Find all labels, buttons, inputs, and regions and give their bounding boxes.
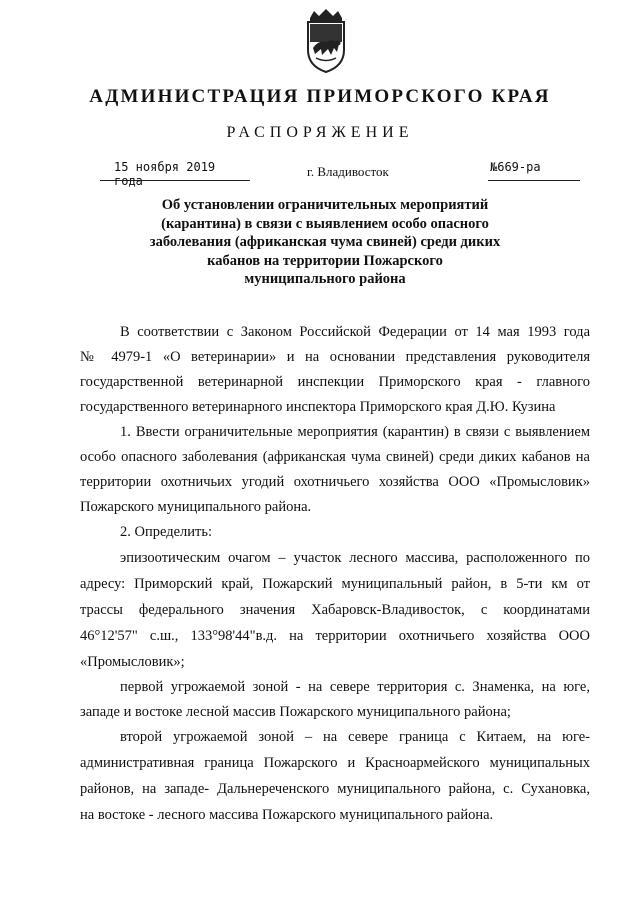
document-number: №669-ра [490,160,541,174]
body-line: 1. Ввести ограничительные мероприятия (карантин) в связи с выявлением [120,424,590,440]
body-line: на востоке - лесного массива Пожарского муниципального района. [80,807,494,823]
document-date: 15 ноября 2019 года [114,160,216,188]
title-line: Об установлении ограничительных мероприятий [161,197,489,213]
body-line: территории охотничьих угодий охотничьего хозяйства ООО «Промысловик» [80,474,590,490]
title-line: (карантина) в связи с выявлением особо опасного [161,215,489,232]
body-line: особо опасного заболевания (африканская чума свиней) среди диких кабанов на [80,449,590,465]
date-field [100,158,250,188]
body-line: западе и востоке лесной массив Пожарского муниципального района; [80,704,511,720]
body-line: районов, на западе- Дальнереченского муниципального района, с. Сухановка, [80,781,590,797]
body-line: 2. Определить: [120,524,213,540]
body-line: второй угрожаемой зоной – на севере граница с Китаем, на юге- [120,729,590,745]
body-line: первой угрожаемой зоной - на севере территория с. Знаменка, на юге, [120,679,590,695]
title-line: заболевания (африканская чума свиней) среди диких [149,234,501,250]
document-title [140,196,510,289]
document-city: г. Владивосток [307,164,389,179]
number-field [488,158,580,181]
title-line: кабанов на территории Пожарского [207,252,443,269]
body-line: Пожарского муниципального района. [80,499,312,515]
body-line: 46°12'57" с.ш., 133°98'44"в.д. на территории охотничьего хозяйства ООО [80,628,590,644]
document-type: РАСПОРЯЖЕНИЕ [226,124,414,141]
body-line: адресу: Приморский край, Пожарский муниципальный район, в 5-ти км от [80,576,590,592]
body-line: государственного ветеринарного инспектора Приморского края Д.Ю. Кузина [80,399,556,415]
body-line: трассы федерального значения Хабаровск-Владивосток, с координатами [80,602,590,618]
body-line: «Промысловик»; [80,654,185,670]
body-line: административная граница Пожарского и Красноармейского муниципальных [80,755,590,771]
body-line: № 4979-1 «О ветеринарии» и на основании представления руководителя [80,349,590,365]
body-line: В соответствии с Законом Российской Федерации от 14 мая 1993 года [120,324,590,340]
organization-name: АДМИНИСТРАЦИЯ ПРИМОРСКОГО КРАЯ [89,86,551,107]
body-line: эпизоотическим очагом – участок лесного массива, расположенного по [120,550,590,566]
title-line: муниципального района [244,271,406,287]
body-line: государственной ветеринарной инспекции Приморского края - главного [80,374,590,390]
coat-of-arms-icon [300,8,352,74]
